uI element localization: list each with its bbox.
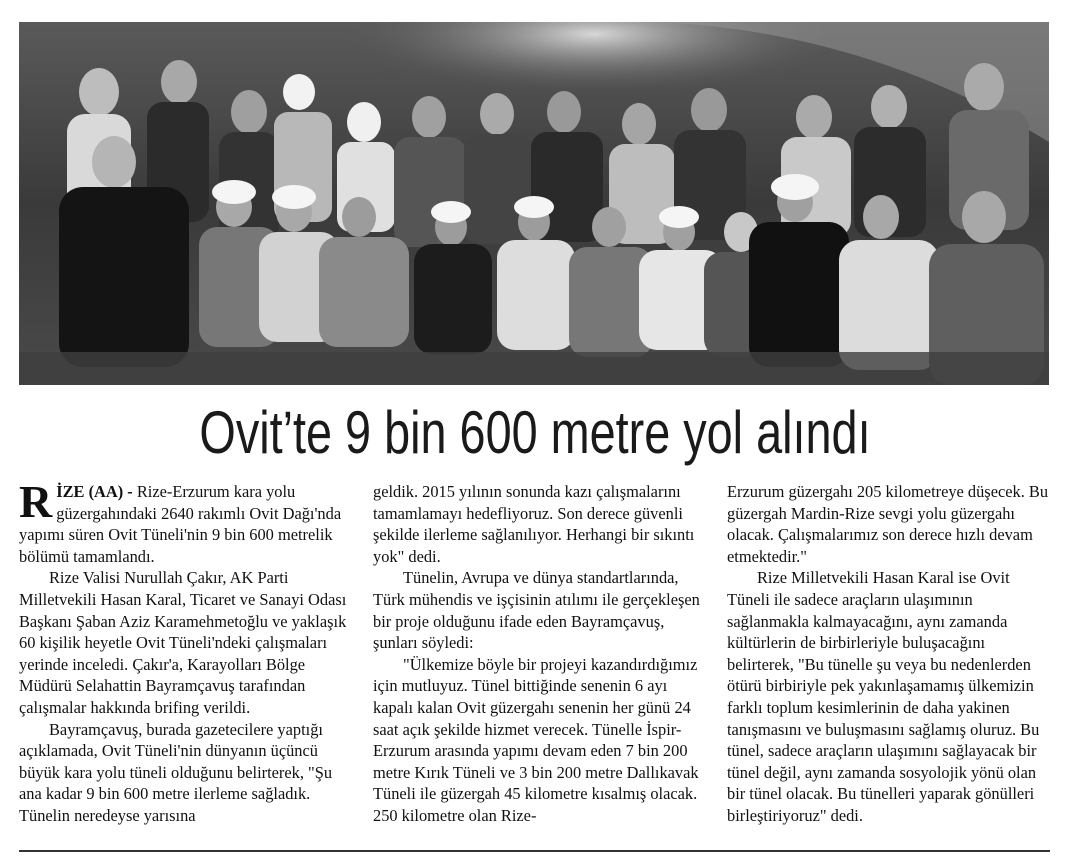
news-photo xyxy=(19,22,1049,385)
paragraph: Rize Valisi Nurullah Çakır, AK Parti Milletvekili Hasan Karal, Ticaret ve Sanayi Odası Başkanı Şaban Aziz Karamehmetoğlu ve yaklaşık 60 kişilik heyetle Ovit Tüneli'ndeki çalışmaları yerinde inceledi. Çakır'a, Karayolları Bölge Müdürü Selahattin Bayramçavuş tarafından çalışmalar hakkında brifing verildi. xyxy=(19,568,347,717)
lead-paragraph xyxy=(19,476,347,567)
paragraph: Rize Milletvekili Hasan Karal ise Ovit Tüneli ile sadece araçların ulaşımının sağlanmakla kalmayacağını, aynı zamanda kültürlerin de birbirleriyle buluşacağını belirterek, "Bu tünelle şu veya bu nedenlerden ötürü birbiriyle pek yakınlaşamamış ülkemizin farklı toplum kesimlerinin de daha yakinen tanışmasını ve buluşmasını sağlamış oluruz. Bu tünel, sadece araçların ulaşımını sağlayacak bir tünel değil, aynı zamanda sosyolojik yönü olan bir tünel olacak. Bu tünelleri yaparak gönülleri birleştiriyoruz" dedi. xyxy=(727,568,1040,825)
paragraph: Tünelin, Avrupa ve dünya standartlarında, Türk mühendis ve işçisinin atılımı ile gerçekleşen bir proje olduğunu ifade eden Bayramçavuş, şunları söyledi: xyxy=(373,568,700,653)
paragraph: Bayramçavuş, burada gazetecilere yaptığı açıklamada, Ovit Tüneli'nin dünyanın üçüncü büyük kara yolu tüneli olduğunu belirterek, "Şu ana kadar 9 bin 600 metre ilerleme sağladık. Tünelin neredeyse yarısına xyxy=(19,719,333,825)
article-column-1 xyxy=(19,476,347,827)
dropcap: R xyxy=(19,476,53,527)
headline: Ovit’te 9 bin 600 metre yol alındı xyxy=(199,399,871,466)
paragraph: "Ülkemize böyle bir projeyi kazandırdığımız için mutluyuz. Tünel bittiğinde senenin 6 ayı kapalı kalan Ovit güzergahı senenin her günü 24 saat açık şekilde hizmet verecek. Tünelle İspir-Erzurum arasında yapımı devam eden 7 bin 200 metre Kırık Tüneli ve 3 bin 200 metre Dallıkavak Tüneli ile güzergah 45 kilometre kısalmış olacak. 250 kilometre olan Rize- xyxy=(373,654,699,825)
paragraph: Erzurum güzergahı 205 kilometreye düşecek. Bu güzergah Mardin-Rize sevgi yolu güzergahı olacak. Çalışmalarımız son derece hızlı devam etmektedir." xyxy=(727,482,1049,566)
article-column-3 xyxy=(727,481,1055,827)
bottom-rule xyxy=(19,850,1050,852)
lead-text: Rize-Erzurum kara yolu güzergahındaki 2640 rakımlı Ovit Dağı'nda yapımı süren Ovit Tüneli'nin 9 bin 600 metrelik bölümü tamamlandı. xyxy=(19,482,342,566)
group-photo-icon xyxy=(19,22,1049,385)
dateline: İZE (AA) - xyxy=(56,482,133,501)
paragraph: geldik. 2015 yılının sonunda kazı çalışmalarını tamamlamayı hedefliyoruz. Son derece güvenli şekilde ilerleme sağlanılıyor. Herhangi bir sıkıntı yok" dedi. xyxy=(373,482,695,566)
article-column-2 xyxy=(373,481,701,827)
